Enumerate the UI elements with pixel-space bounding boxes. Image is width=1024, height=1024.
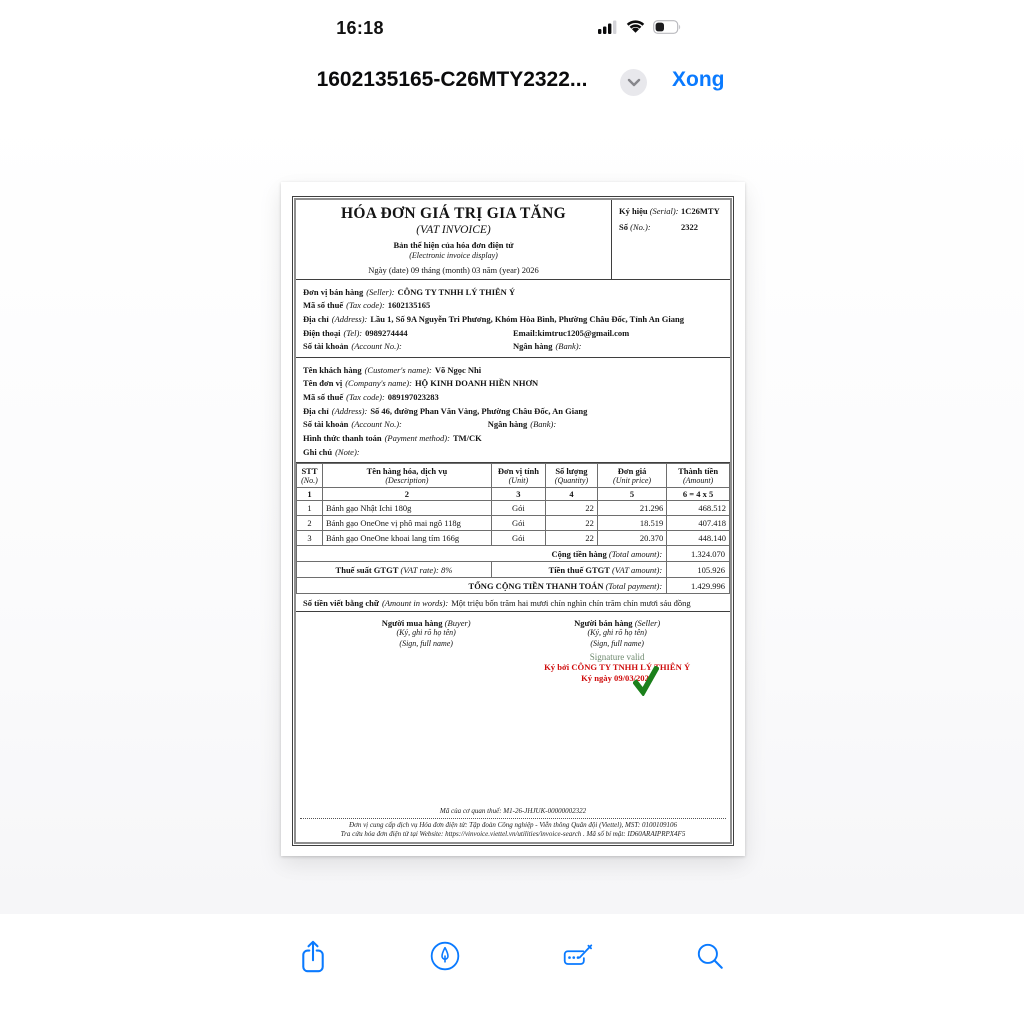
status-time: 16:18 bbox=[336, 18, 384, 38]
serial-box bbox=[611, 200, 730, 279]
buyer-signature-block: Người mua hàng (Buyer) (Ký, ghi rõ họ tên) (Sign, full name) bbox=[381, 618, 471, 648]
item-row: 2 Bánh gạo OneOne vị phô mai ngô 118g Gói 22 18.519 407.418 bbox=[297, 516, 730, 531]
number-label-en: (No.): bbox=[630, 222, 651, 232]
vat-row: Thuế suất GTGT (VAT rate): 8% Tiền thuế GTGT (VAT amount): 105.926 bbox=[297, 562, 730, 578]
nav-bar bbox=[0, 60, 1024, 108]
payment-method: TM/CK bbox=[452, 433, 482, 444]
title-menu-button[interactable] bbox=[620, 69, 647, 96]
lookup-line: Tra cứu hóa đơn điện tử tại Website: https://vinvoice.viettel.vn/utilities/invoice-search . Mã số bí mật: ID60ARAIPRPX4F5 bbox=[340, 830, 686, 838]
subtotal-value: 1.324.070 bbox=[667, 546, 730, 562]
chevron-down-icon bbox=[627, 74, 641, 92]
buyer-company-name: HỘ KINH DOANH HIỀN NHƠN bbox=[414, 378, 539, 389]
electronic-display-vn: Bản thể hiện của hóa đơn điện tử bbox=[393, 240, 514, 250]
document-title: 1602135165-C26MTY2322... bbox=[316, 68, 588, 91]
status-icons bbox=[598, 20, 714, 38]
serial-label-en: (Serial): bbox=[649, 206, 679, 216]
seller-tax-code: 1602135165 bbox=[387, 300, 431, 311]
buyer-section: Tên khách hàng (Customer's name): Võ Ngọc Nhi Tên đơn vị (Company's name): HỘ KINH DOANH HIỀN NHƠN Mã số thuế (Tax code): 089197023283 Địa chỉ (Address): Số 46, đường Phan Văn Vàng, Phường Châu Đốc, An Giang Số tài khoản (Account No.): Ngân hàng (Bank): Hình thức thanh toán (Payment method): TM/CK Ghi chú (Note): bbox=[296, 358, 730, 463]
serial-label-vn: Ký hiệu bbox=[619, 206, 648, 216]
total-payment-value: 1.429.996 bbox=[667, 578, 730, 594]
item-row: 1 Bánh gạo Nhật Ichi 180g Gói 22 21.296 468.512 bbox=[297, 501, 730, 516]
invoice-date-line: Ngày (date) 09 tháng (month) 03 năm (year) 2026 bbox=[368, 265, 539, 275]
markup-button[interactable] bbox=[427, 940, 463, 976]
search-button[interactable] bbox=[692, 940, 728, 976]
markup-icon bbox=[429, 940, 461, 977]
amount-words-value: Một triệu bốn trăm hai mươi chín nghìn chín trăm chín mươi sáu đồng bbox=[451, 597, 691, 608]
buyer-customer-name: Võ Ngọc Nhi bbox=[434, 364, 482, 375]
item-row: 3 Bánh gạo OneOne khoai lang tím 166g Gói 22 20.370 448.140 bbox=[297, 531, 730, 546]
subtotal-row: Cộng tiền hàng (Total amount): 1.324.070 bbox=[297, 546, 730, 562]
buyer-address: Số 46, đường Phan Văn Vàng, Phường Châu Đốc, An Giang bbox=[370, 405, 588, 416]
electronic-display-en: (Electronic invoice display) bbox=[409, 251, 498, 260]
seller-email: Email:kimtruc1205@gmail.com bbox=[513, 327, 630, 338]
wifi-icon bbox=[626, 20, 645, 39]
line-items-table bbox=[296, 463, 730, 594]
status-bar bbox=[0, 0, 1024, 54]
fill-sign-icon bbox=[561, 940, 595, 977]
seller-tel: 0989274444 bbox=[365, 327, 408, 338]
signature-valid-text: Signature valid bbox=[589, 652, 645, 663]
fill-sign-button[interactable] bbox=[560, 940, 596, 976]
signed-date-text: Ký ngày 09/03/2026 bbox=[581, 673, 654, 684]
total-row: TỔNG CỘNG TIỀN THANH TOÁN (Total payment): 1.429.996 bbox=[297, 578, 730, 594]
invoice-footer bbox=[296, 805, 730, 843]
share-icon bbox=[298, 939, 328, 978]
provider-line: Đơn vị cung cấp dịch vụ Hóa đơn điện tử: Tập đoàn Công nghiệp - Viễn thông Quân đội (Viettel), MST: 0100109106 bbox=[349, 821, 677, 829]
amount-in-words: Số tiền viết bằng chữ (Amount in words): Một triệu bốn trăm hai mươi chín nghìn chín trăm chín mươi sáu đồng bbox=[296, 594, 730, 612]
table-header-row: STT (No.) Tên hàng hóa, dịch vụ (Description) Đơn vị tính (Unit) Số lượng (Quantity) Đơn giá (Unit price) Thành tiền (Amount) bbox=[297, 464, 730, 488]
invoice-page[interactable] bbox=[281, 182, 745, 856]
buyer-tax-code: 089197023283 bbox=[387, 391, 439, 402]
invoice-border-frame bbox=[292, 196, 734, 846]
search-icon bbox=[694, 940, 726, 977]
vat-amount-value: 105.926 bbox=[667, 562, 730, 578]
number-value: 2322 bbox=[681, 222, 698, 232]
signature-area bbox=[296, 612, 730, 804]
digital-signature-stamp bbox=[543, 652, 691, 684]
seller-section: Đơn vị bán hàng (Seller): CÔNG TY TNHH LÝ THIÊN Ý Mã số thuế (Tax code): 1602135165 Địa chỉ (Address): Lầu 1, Số 9A Nguyễn Tri Phương, Khóm Hòa Bình, Phường Châu Đốc, Tỉnh An Giang Điện thoại (Tel): 0989274444 Email:kimtruc1205@gmail.com Số tài khoản (Account No.): Ngân hàng (Bank): bbox=[296, 280, 730, 358]
invoice-title: HÓA ĐƠN GIÁ TRỊ GIA TĂNG bbox=[341, 205, 566, 222]
seller-signature-block: Người bán hàng (Seller) (Ký, ghi rõ họ tên) (Sign, full name) Signature valid Ký bởi CÔNG TY TNHH LÝ THIÊN Ý Ký ngày 09/03/2026 bbox=[543, 618, 691, 684]
serial-value: 1C26MTY bbox=[681, 206, 720, 216]
bottom-toolbar bbox=[0, 914, 1024, 1024]
cellular-signal-icon bbox=[598, 20, 618, 39]
seller-address: Lầu 1, Số 9A Nguyễn Tri Phương, Khóm Hòa Bình, Phường Châu Đốc, Tỉnh An Giang bbox=[370, 313, 684, 324]
signed-by-text: Ký bởi CÔNG TY TNHH LÝ THIÊN Ý bbox=[544, 662, 691, 673]
battery-icon bbox=[653, 20, 682, 39]
seller-name: CÔNG TY TNHH LÝ THIÊN Ý bbox=[397, 286, 516, 297]
tax-authority-code: Mã của cơ quan thuế: M1-26-JHJUK-00000002322 bbox=[300, 807, 726, 820]
invoice-subtitle: (VAT INVOICE) bbox=[416, 224, 491, 236]
signature-check-icon bbox=[633, 666, 659, 698]
done-button[interactable]: Xong bbox=[672, 68, 725, 91]
invoice-header bbox=[296, 200, 730, 280]
number-label-vn: Số bbox=[619, 222, 628, 232]
column-number-row: 1 2 3 4 5 6 = 4 x 5 bbox=[297, 488, 730, 501]
share-button[interactable] bbox=[295, 940, 331, 976]
